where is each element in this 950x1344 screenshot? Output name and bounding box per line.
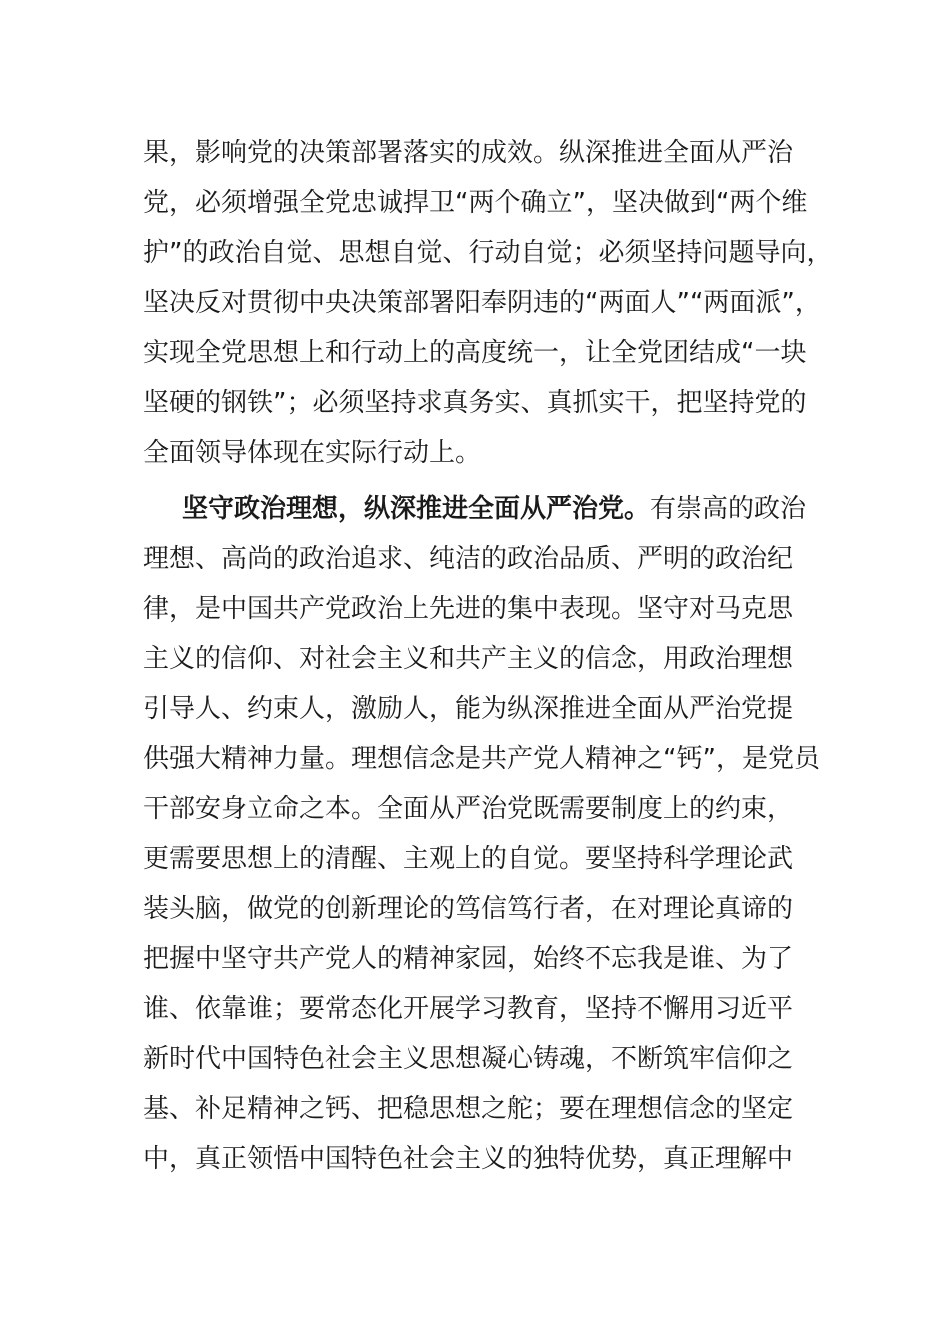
text-line: 全面领导体现在实际行动上。 <box>143 438 482 468</box>
paragraph-2 <box>143 484 823 1184</box>
paragraph-1 <box>143 128 833 478</box>
text-line: 律，是中国共产党政治上先进的集中表现。坚守对马克思 <box>143 594 794 624</box>
text-line: 党，必须增强全党忠诚捍卫“两个确立”，坚决做到“两个维 <box>143 188 808 218</box>
text-line: 中，真正领悟中国特色社会主义的独特优势，真正理解中 <box>143 1144 794 1174</box>
text-line: 新时代中国特色社会主义思想凝心铸魂，不断筑牢信仰之 <box>143 1044 794 1074</box>
text-line: 理想、高尚的政治追求、纯洁的政治品质、严明的政治纪 <box>143 544 794 574</box>
text-line: 坚硬的钢铁”；必须坚持求真务实、真抓实干，把坚持党的 <box>143 388 807 418</box>
text-line: 引导人、约束人，激励人，能为纵深推进全面从严治党提 <box>143 694 794 724</box>
text-run: 有崇高的政治 <box>650 494 807 524</box>
section-heading: 坚守政治理想，纵深推进全面从严治党。 <box>182 494 651 524</box>
text-line: 果，影响党的决策部署落实的成效。纵深推进全面从严治 <box>143 138 794 168</box>
text-line: 供强大精神力量。理想信念是共产党人精神之“钙”，是党员 <box>143 744 820 774</box>
text-line: 主义的信仰、对社会主义和共产主义的信念，用政治理想 <box>143 644 794 674</box>
text-line: 装头脑，做党的创新理论的笃信笃行者，在对理论真谛的 <box>143 894 794 924</box>
text-line: 坚决反对贯彻中央决策部署阳奉阴违的“两面人”“两面派”， <box>143 288 821 318</box>
text-line: 更需要思想上的清醒、主观上的自觉。要坚持科学理论武 <box>143 844 794 874</box>
text-line: 护”的政治自觉、思想自觉、行动自觉；必须坚持问题导向， <box>143 238 833 268</box>
text-line: 把握中坚守共产党人的精神家园，始终不忘我是谁、为了 <box>143 944 794 974</box>
document-body <box>143 128 833 1184</box>
paragraph-2-first-line <box>143 484 823 534</box>
text-line: 实现全党思想上和行动上的高度统一，让全党团结成“一块 <box>143 338 807 368</box>
text-line: 基、补足精神之钙、把稳思想之舵；要在理想信念的坚定 <box>143 1094 794 1124</box>
text-line: 干部安身立命之本。全面从严治党既需要制度上的约束， <box>143 794 794 824</box>
text-line: 谁、依靠谁；要常态化开展学习教育，坚持不懈用习近平 <box>143 994 794 1024</box>
